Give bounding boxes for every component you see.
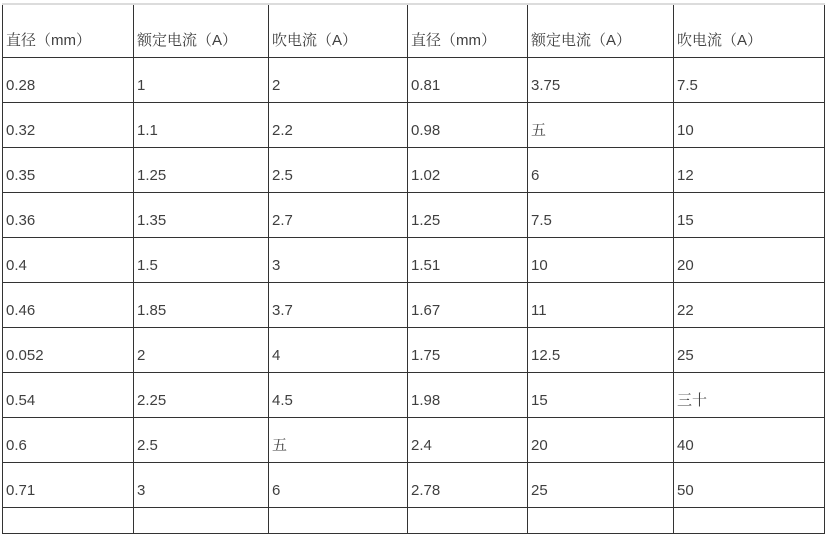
table-cell: 4: [269, 327, 408, 372]
table-row: [3, 327, 825, 372]
empty-table-cell: [3, 507, 134, 533]
table-cell: 0.32: [3, 102, 134, 147]
table-row: [3, 417, 825, 462]
table-row: [3, 102, 825, 147]
table-cell: 20: [528, 417, 674, 462]
table-cell: 1: [134, 57, 269, 102]
table-cell: 0.6: [3, 417, 134, 462]
table-cell: 0.81: [408, 57, 528, 102]
empty-table-cell: [528, 507, 674, 533]
table-cell: 0.46: [3, 282, 134, 327]
table-cell: 3: [269, 237, 408, 282]
table-cell: 2.78: [408, 462, 528, 507]
table-cell: 1.1: [134, 102, 269, 147]
column-header: 额定电流（A）: [134, 4, 269, 57]
table-cell: 0.36: [3, 192, 134, 237]
table-cell: 1.25: [134, 147, 269, 192]
table-cell: 五: [528, 102, 674, 147]
table-cell: 2.5: [134, 417, 269, 462]
column-header: 直径（mm）: [3, 4, 134, 57]
column-header: 吹电流（A）: [269, 4, 408, 57]
table-cell: 1.51: [408, 237, 528, 282]
table-cell: 1.5: [134, 237, 269, 282]
table-cell: 11: [528, 282, 674, 327]
table-cell: 22: [674, 282, 825, 327]
table-cell: 0.4: [3, 237, 134, 282]
table-cell: 12.5: [528, 327, 674, 372]
table-cell: 10: [528, 237, 674, 282]
table-cell: 15: [674, 192, 825, 237]
table-header-row: [3, 4, 825, 57]
empty-table-cell: [134, 507, 269, 533]
table-cell: 2: [134, 327, 269, 372]
column-header: 吹电流（A）: [674, 4, 825, 57]
table-cell: 0.052: [3, 327, 134, 372]
table-cell: 1.85: [134, 282, 269, 327]
table-cell: 15: [528, 372, 674, 417]
table-cell: 五: [269, 417, 408, 462]
table-cell: 1.35: [134, 192, 269, 237]
table-cell: 40: [674, 417, 825, 462]
table-row: [3, 192, 825, 237]
table-cell: 3: [134, 462, 269, 507]
table-row: [3, 462, 825, 507]
table-cell: 2: [269, 57, 408, 102]
table-cell: 6: [528, 147, 674, 192]
column-header: 直径（mm）: [408, 4, 528, 57]
table-cell: 7.5: [674, 57, 825, 102]
empty-table-cell: [408, 507, 528, 533]
table-cell: 50: [674, 462, 825, 507]
table-cell: 10: [674, 102, 825, 147]
table-cell: 0.54: [3, 372, 134, 417]
table-cell: 4.5: [269, 372, 408, 417]
table-cell: 2.2: [269, 102, 408, 147]
table-cell: 1.25: [408, 192, 528, 237]
wire-current-table: [2, 3, 825, 534]
table-cell: 三十: [674, 372, 825, 417]
table-cell: 7.5: [528, 192, 674, 237]
table-cell: 1.02: [408, 147, 528, 192]
table-row: [3, 237, 825, 282]
table-cell: 2.5: [269, 147, 408, 192]
table-cell: 0.71: [3, 462, 134, 507]
empty-table-cell: [269, 507, 408, 533]
table-cell: 12: [674, 147, 825, 192]
column-header: 额定电流（A）: [528, 4, 674, 57]
table-cell: 1.75: [408, 327, 528, 372]
table-cell: 6: [269, 462, 408, 507]
table-cell: 0.28: [3, 57, 134, 102]
table-cell: 25: [528, 462, 674, 507]
table-cell: 2.7: [269, 192, 408, 237]
table-body: [3, 57, 825, 533]
table-cell: 0.98: [408, 102, 528, 147]
empty-table-row: [3, 507, 825, 533]
table-cell: 1.67: [408, 282, 528, 327]
table-cell: 25: [674, 327, 825, 372]
empty-table-cell: [674, 507, 825, 533]
table-cell: 2.25: [134, 372, 269, 417]
table-row: [3, 282, 825, 327]
table-cell: 3.75: [528, 57, 674, 102]
table-cell: 2.4: [408, 417, 528, 462]
table-row: [3, 57, 825, 102]
table-row: [3, 147, 825, 192]
table-cell: 3.7: [269, 282, 408, 327]
table-cell: 20: [674, 237, 825, 282]
table-cell: 0.35: [3, 147, 134, 192]
table-row: [3, 372, 825, 417]
table-cell: 1.98: [408, 372, 528, 417]
